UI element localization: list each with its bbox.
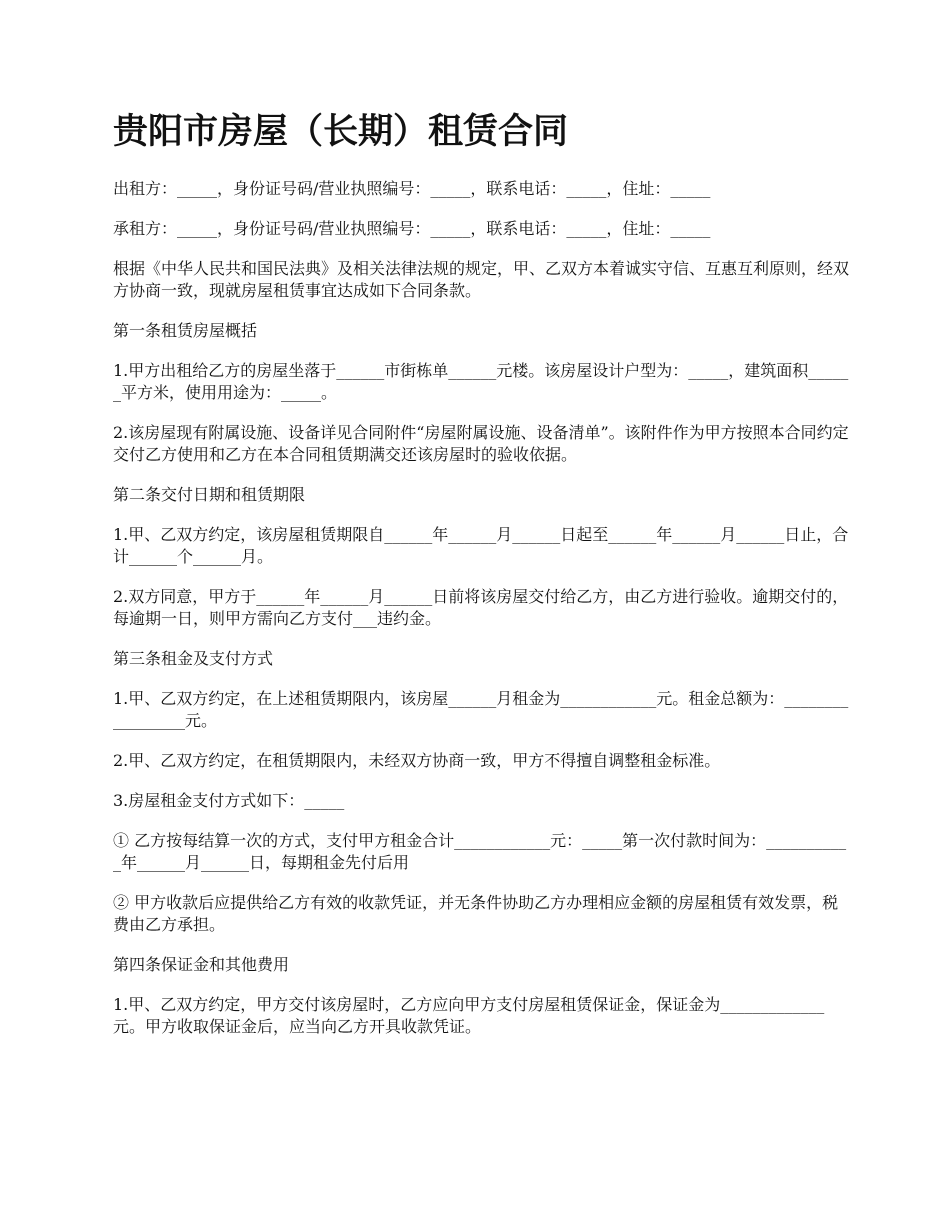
article-1-clause-2: 2.该房屋现有附属设施、设备详见合同附件“房屋附属设施、设备清单”。该附件作为甲方按照本合同约定交付乙方使用和乙方在本合同租赁期满交还该房屋时的验收依据。: [113, 423, 849, 464]
lessor-line: 出租方：_____，身份证号码/营业执照编号：_____，联系电话：_____，住址：_____: [113, 179, 711, 198]
article-3-clause-2: 2.甲、乙双方约定，在租赁期限内，未经双方协商一致，甲方不得擅自调整租金标准。: [113, 751, 721, 770]
document-title: 贵阳市房屋（长期）租赁合同: [113, 112, 569, 152]
article-3-item-1: ① 乙方按每结算一次的方式，支付甲方租金合计____________元：_____第一次付款时间为：___________年______月______日，每期租金先付后用: [113, 831, 847, 872]
document-page: [113, 108, 853, 1056]
preamble-paragraph: 根据《中华人民共和国民法典》及相关法律法规的规定，甲、乙双方本着诚实守信、互惠互利原则，经双方协商一致，现就房屋租赁事宜达成如下合同条款。: [113, 259, 850, 300]
article-3-clause-3: 3.房屋租金支付方式如下：_____: [113, 791, 345, 810]
article-3-item-2: ② 甲方收款后应提供给乙方有效的收款凭证，并无条件协助乙方办理相应金额的房屋租赁有效发票，税费由乙方承担。: [113, 893, 839, 934]
article-2-clause-1: 1.甲、乙双方约定，该房屋租赁期限自______年______月______日起至______年______月______日止，合计______个______月。: [113, 525, 849, 566]
article-1-heading: 第一条租赁房屋概括: [113, 321, 258, 340]
article-1-clause-1: 1.甲方出租给乙方的房屋坐落于______市街栋单______元楼。该房屋设计户型为：_____，建筑面积______平方米，使用用途为：_____。: [113, 361, 849, 402]
article-3-clause-1: 1.甲、乙双方约定，在上述租赁期限内，该房屋______月租金为____________元。租金总额为：_________________元。: [113, 689, 849, 730]
lessee-line: 承租方：_____，身份证号码/营业执照编号：_____，联系电话：_____，住址：_____: [113, 219, 711, 238]
article-4-heading: 第四条保证金和其他费用: [113, 955, 290, 974]
article-2-clause-2: 2.双方同意，甲方于______年______月______日前将该房屋交付给乙方，由乙方进行验收。逾期交付的，每逾期一日，则甲方需向乙方支付___违约金。: [113, 587, 849, 628]
article-3-heading: 第三条租金及支付方式: [113, 649, 274, 668]
article-4-clause-1: 1.甲、乙双方约定，甲方交付该房屋时，乙方应向甲方支付房屋租赁保证金，保证金为_____________元。甲方收取保证金后，应当向乙方开具收款凭证。: [113, 995, 825, 1036]
article-2-heading: 第二条交付日期和租赁期限: [113, 485, 306, 504]
